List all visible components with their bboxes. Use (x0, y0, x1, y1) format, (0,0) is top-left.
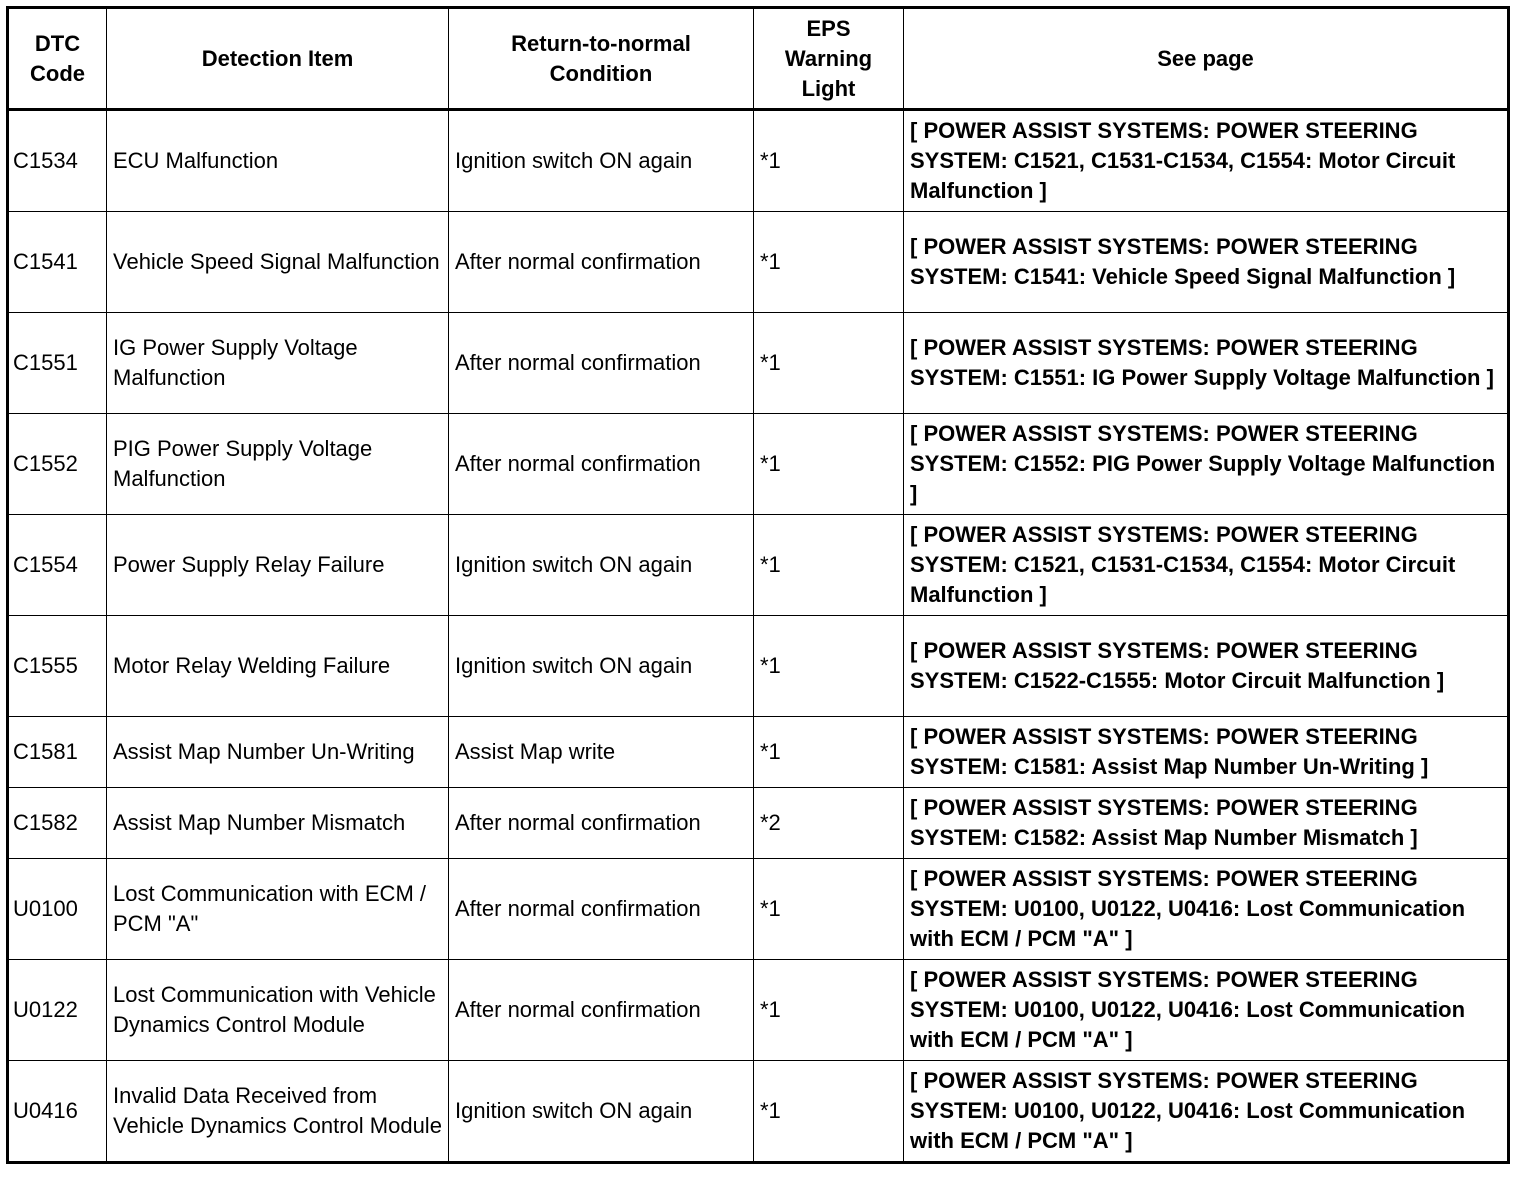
table-row (8, 616, 1509, 717)
return-condition-cell: Ignition switch ON again (449, 1061, 754, 1163)
table-row (8, 212, 1509, 313)
see-page-cell: [ POWER ASSIST SYSTEMS: POWER STEERING SYSTEM: C1582: Assist Map Number Mismatch ] (904, 788, 1509, 859)
detection-item-cell: Vehicle Speed Signal Malfunction (107, 212, 449, 313)
eps-warning-light-cell: *1 (754, 717, 904, 788)
return-condition-cell: Ignition switch ON again (449, 110, 754, 212)
table-row (8, 1061, 1509, 1163)
see-page-cell: [ POWER ASSIST SYSTEMS: POWER STEERING SYSTEM: C1552: PIG Power Supply Voltage Malfunction ] (904, 414, 1509, 515)
dtc-code-cell: C1551 (8, 313, 107, 414)
dtc-code-cell: C1581 (8, 717, 107, 788)
header-see-page (904, 8, 1509, 110)
header-detection-item (107, 8, 449, 110)
detection-item-cell: Assist Map Number Un-Writing (107, 717, 449, 788)
eps-warning-light-cell: *1 (754, 212, 904, 313)
return-condition-cell: After normal confirmation (449, 313, 754, 414)
return-condition-cell: After normal confirmation (449, 859, 754, 960)
eps-warning-light-cell: *1 (754, 313, 904, 414)
dtc-code-cell: C1582 (8, 788, 107, 859)
see-page-cell: [ POWER ASSIST SYSTEMS: POWER STEERING SYSTEM: C1581: Assist Map Number Un-Writing ] (904, 717, 1509, 788)
table-row (8, 960, 1509, 1061)
detection-item-cell: Invalid Data Received from Vehicle Dynamics Control Module (107, 1061, 449, 1163)
return-condition-cell: After normal confirmation (449, 414, 754, 515)
table-row (8, 110, 1509, 212)
see-page-cell: [ POWER ASSIST SYSTEMS: POWER STEERING SYSTEM: C1551: IG Power Supply Voltage Malfunction ] (904, 313, 1509, 414)
header-eps-line-2: Warning (784, 45, 873, 71)
detection-item-cell: IG Power Supply Voltage Malfunction (107, 313, 449, 414)
see-page-cell: [ POWER ASSIST SYSTEMS: POWER STEERING SYSTEM: C1522-C1555: Motor Circuit Malfunction ] (904, 616, 1509, 717)
header-eps-warning-light (754, 8, 904, 110)
header-return-condition-line-2: Condition (549, 60, 653, 86)
return-condition-cell: Ignition switch ON again (449, 515, 754, 616)
eps-warning-light-cell: *1 (754, 616, 904, 717)
return-condition-cell: After normal confirmation (449, 788, 754, 859)
table-row (8, 859, 1509, 960)
return-condition-cell: After normal confirmation (449, 212, 754, 313)
eps-warning-light-cell: *1 (754, 960, 904, 1061)
eps-warning-light-cell: *1 (754, 515, 904, 616)
dtc-code-cell: U0122 (8, 960, 107, 1061)
see-page-cell: [ POWER ASSIST SYSTEMS: POWER STEERING SYSTEM: U0100, U0122, U0416: Lost Communication with ECM / PCM "A" ] (904, 1061, 1509, 1163)
see-page-cell: [ POWER ASSIST SYSTEMS: POWER STEERING SYSTEM: C1521, C1531-C1534, C1554: Motor Circuit Malfunction ] (904, 515, 1509, 616)
see-page-cell: [ POWER ASSIST SYSTEMS: POWER STEERING SYSTEM: C1541: Vehicle Speed Signal Malfunction ] (904, 212, 1509, 313)
eps-warning-light-cell: *2 (754, 788, 904, 859)
header-dtc-code-line-2: Code (30, 60, 85, 86)
dtc-code-cell: C1541 (8, 212, 107, 313)
header-return-condition (449, 8, 754, 110)
return-condition-cell: Assist Map write (449, 717, 754, 788)
see-page-cell: [ POWER ASSIST SYSTEMS: POWER STEERING SYSTEM: C1521, C1531-C1534, C1554: Motor Circuit Malfunction ] (904, 110, 1509, 212)
dtc-code-cell: C1552 (8, 414, 107, 515)
dtc-code-cell: C1534 (8, 110, 107, 212)
return-condition-cell: After normal confirmation (449, 960, 754, 1061)
table-row (8, 515, 1509, 616)
header-return-condition-line-1: Return-to-normal (511, 30, 691, 56)
see-page-cell: [ POWER ASSIST SYSTEMS: POWER STEERING SYSTEM: U0100, U0122, U0416: Lost Communication with ECM / PCM "A" ] (904, 859, 1509, 960)
header-eps-line-3: Light (801, 75, 856, 101)
table-row (8, 313, 1509, 414)
eps-warning-light-cell: *1 (754, 859, 904, 960)
header-row (8, 8, 1509, 110)
detection-item-cell: ECU Malfunction (107, 110, 449, 212)
eps-warning-light-cell: *1 (754, 1061, 904, 1163)
eps-warning-light-cell: *1 (754, 110, 904, 212)
see-page-cell: [ POWER ASSIST SYSTEMS: POWER STEERING SYSTEM: U0100, U0122, U0416: Lost Communication with ECM / PCM "A" ] (904, 960, 1509, 1061)
header-eps-line-1: EPS (806, 15, 851, 41)
detection-item-cell: Power Supply Relay Failure (107, 515, 449, 616)
detection-item-cell: PIG Power Supply Voltage Malfunction (107, 414, 449, 515)
table-row (8, 788, 1509, 859)
dtc-table (6, 6, 1510, 1164)
header-dtc-code-line-1: DTC (34, 30, 81, 56)
header-see-page-line-1: See page (1157, 45, 1254, 71)
dtc-code-cell: U0416 (8, 1061, 107, 1163)
detection-item-cell: Lost Communication with Vehicle Dynamics Control Module (107, 960, 449, 1061)
table-row (8, 717, 1509, 788)
dtc-code-cell: U0100 (8, 859, 107, 960)
header-detection-item-line-1: Detection Item (201, 45, 354, 71)
header-dtc-code (8, 8, 107, 110)
detection-item-cell: Motor Relay Welding Failure (107, 616, 449, 717)
table-row (8, 414, 1509, 515)
detection-item-cell: Lost Communication with ECM / PCM "A" (107, 859, 449, 960)
dtc-code-cell: C1555 (8, 616, 107, 717)
detection-item-cell: Assist Map Number Mismatch (107, 788, 449, 859)
dtc-code-cell: C1554 (8, 515, 107, 616)
eps-warning-light-cell: *1 (754, 414, 904, 515)
return-condition-cell: Ignition switch ON again (449, 616, 754, 717)
